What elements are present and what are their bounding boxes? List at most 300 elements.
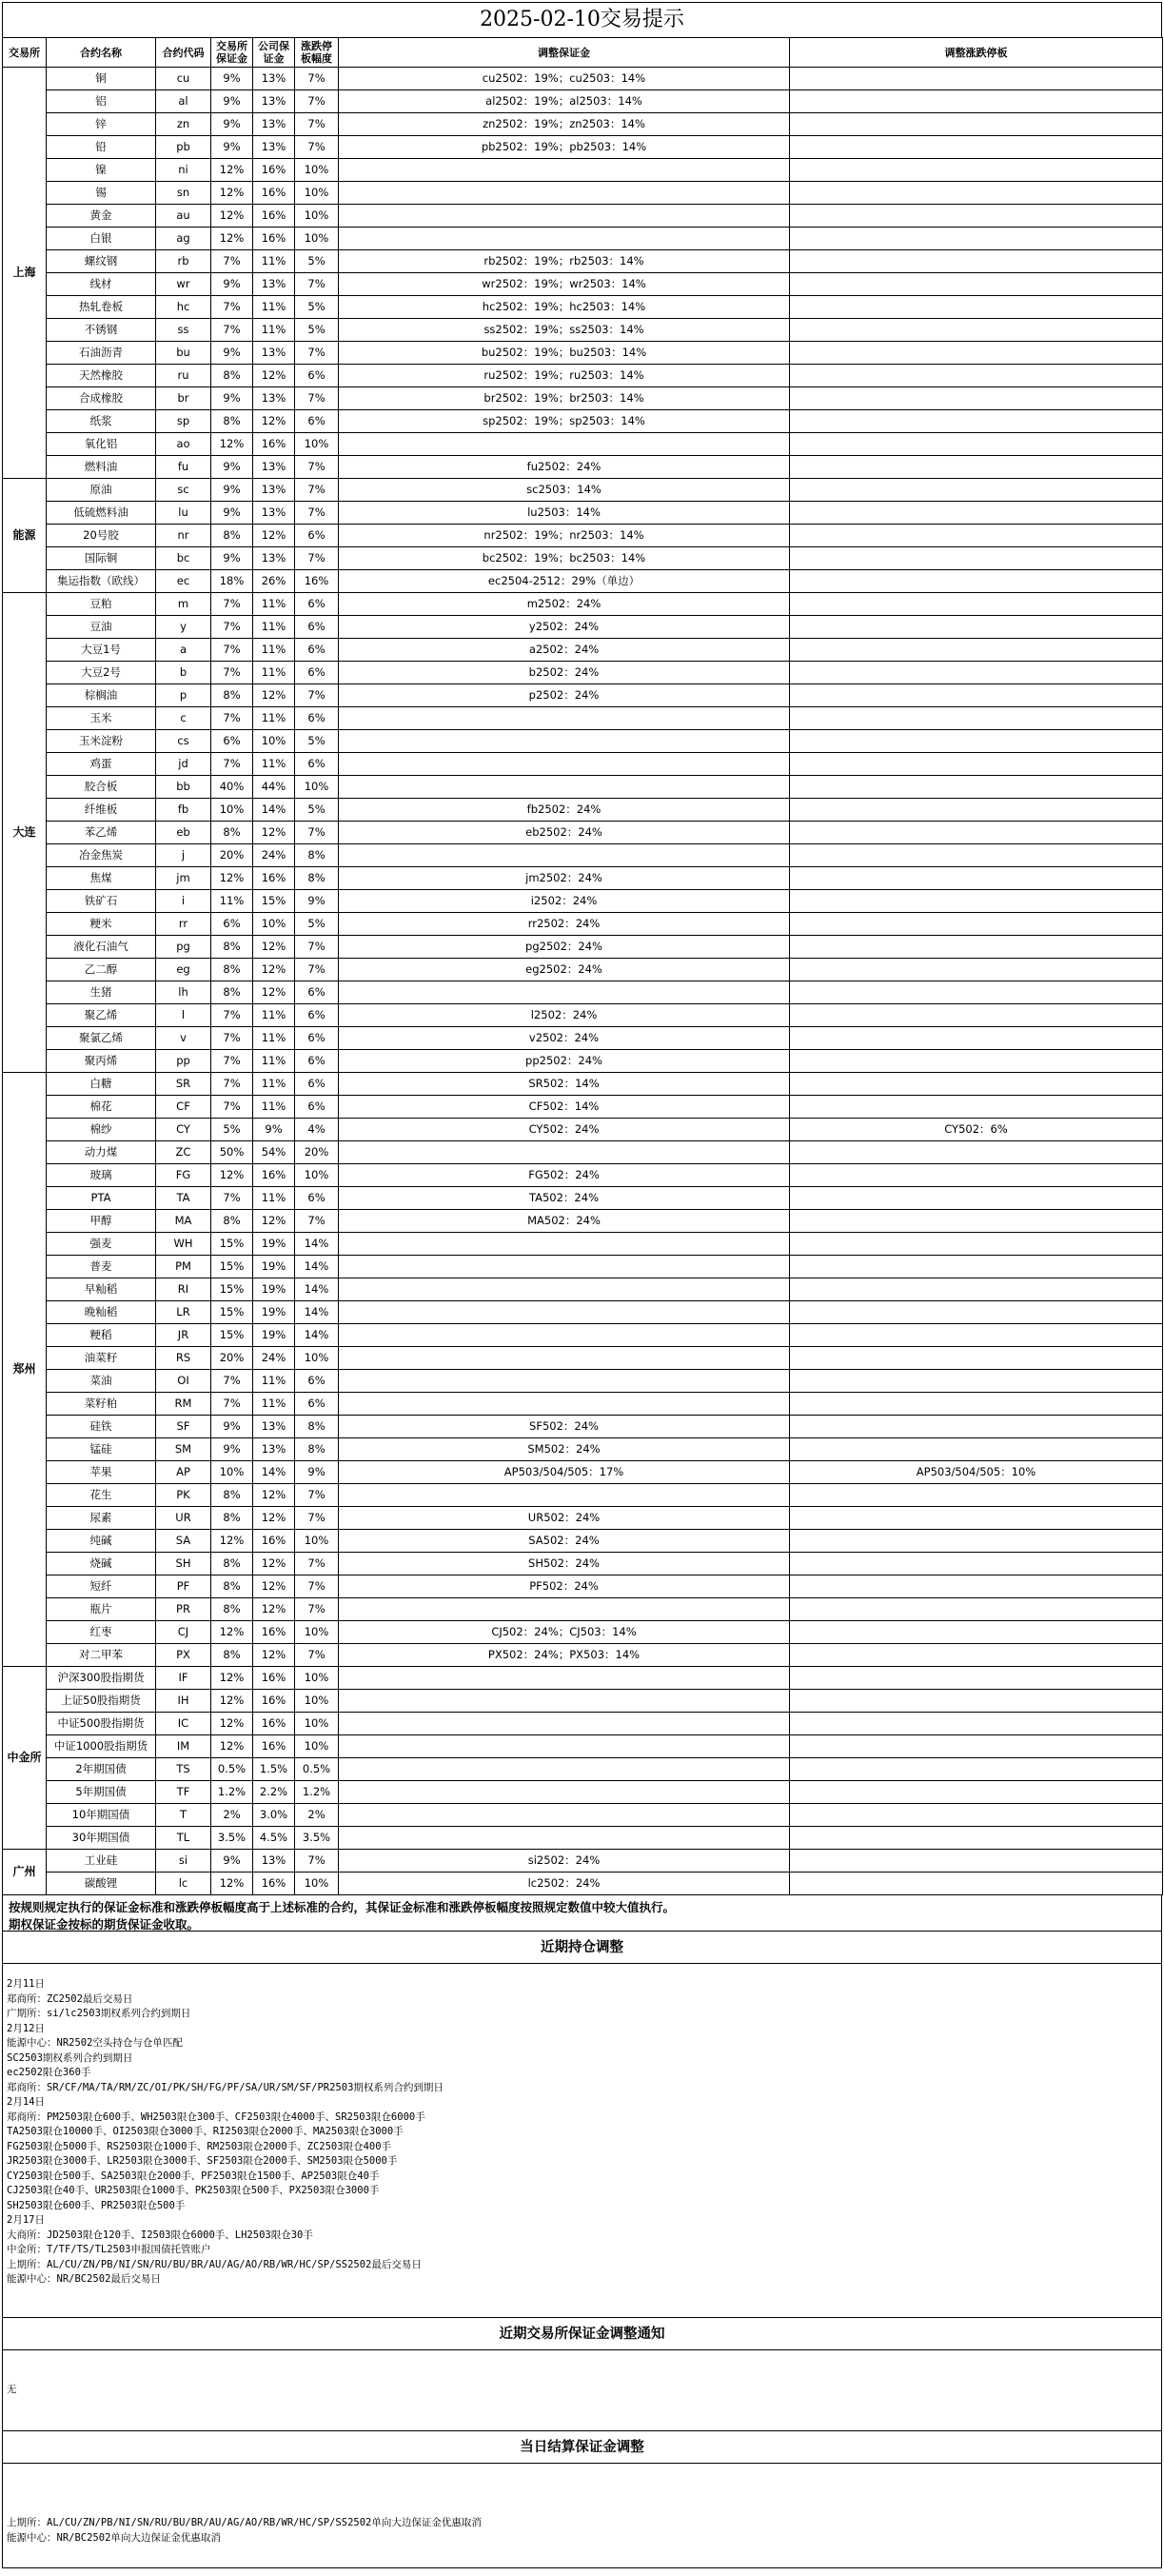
company-margin-cell: 3.0% [253, 1804, 295, 1827]
table-row [3, 913, 1163, 936]
adjusted-margin-cell: CF502：14% [339, 1096, 790, 1119]
adjusted-margin-cell [339, 182, 790, 205]
company-margin-cell: 11% [253, 707, 295, 730]
adjusted-margin-cell [339, 1827, 790, 1850]
contract-code-cell: rr [156, 913, 211, 936]
contract-code-cell: TF [156, 1781, 211, 1804]
table-row [3, 1073, 1163, 1096]
exchange-margin-cell: 7% [211, 616, 253, 639]
text-line: 中金所：T/TF/TS/TL2503申报国债托管账户 [7, 2244, 211, 2255]
company-margin-cell: 10% [253, 730, 295, 753]
table-row [3, 1507, 1163, 1530]
contract-name-cell: 棉纱 [47, 1119, 156, 1141]
adjusted-limit-cell [790, 1347, 1163, 1370]
exchange-margin-cell: 12% [211, 1621, 253, 1644]
company-margin-cell: 13% [253, 273, 295, 296]
exchange-cell: 中金所 [3, 1667, 47, 1850]
contract-name-cell: 沪深300股指期货 [47, 1667, 156, 1690]
price-limit-cell: 5% [295, 799, 339, 822]
exchange-margin-cell: 12% [211, 1164, 253, 1187]
company-margin-cell: 12% [253, 1553, 295, 1575]
adjusted-limit-cell [790, 1644, 1163, 1667]
contract-name-cell: 镍 [47, 159, 156, 182]
company-margin-cell: 16% [253, 1164, 295, 1187]
price-limit-cell: 7% [295, 1553, 339, 1575]
table-row [3, 1278, 1163, 1301]
price-limit-cell: 10% [295, 1164, 339, 1187]
table-row [3, 1096, 1163, 1119]
margin-notice-body [2, 2350, 1162, 2431]
company-margin-cell: 19% [253, 1301, 295, 1324]
contract-code-cell: PK [156, 1484, 211, 1507]
table-row [3, 1530, 1163, 1553]
contract-name-cell: 锰硅 [47, 1438, 156, 1461]
contract-name-cell: 上证50股指期货 [47, 1690, 156, 1713]
price-limit-cell: 7% [295, 1575, 339, 1598]
adjusted-limit-cell [790, 730, 1163, 753]
contract-code-cell: WH [156, 1233, 211, 1256]
adjusted-limit-cell [790, 1873, 1163, 1895]
company-margin-cell: 9% [253, 1119, 295, 1141]
exchange-margin-cell: 0.5% [211, 1758, 253, 1781]
adjusted-limit-cell [790, 1827, 1163, 1850]
company-margin-cell: 12% [253, 822, 295, 844]
adjusted-limit-cell [790, 639, 1163, 662]
header-adjusted-margin: 调整保证金 [339, 38, 790, 68]
company-margin-cell: 11% [253, 1073, 295, 1096]
adjusted-limit-cell [790, 547, 1163, 570]
table-row [3, 136, 1163, 159]
text-line: 郑商所：SR/CF/MA/TA/RM/ZC/OI/PK/SH/FG/PF/SA/UR/SM/SF/PR2503期权系列合约到期日 [7, 2081, 444, 2093]
text-line: 无 [7, 2384, 17, 2395]
exchange-margin-cell: 1.2% [211, 1781, 253, 1804]
table-row [3, 959, 1163, 981]
company-margin-cell: 12% [253, 365, 295, 387]
contract-name-cell: 聚氯乙烯 [47, 1027, 156, 1050]
adjusted-margin-cell: lu2503：14% [339, 502, 790, 525]
company-margin-cell: 1.5% [253, 1758, 295, 1781]
adjusted-limit-cell [790, 1804, 1163, 1827]
adjusted-limit-cell [790, 1301, 1163, 1324]
exchange-margin-cell: 9% [211, 342, 253, 365]
exchange-margin-cell: 8% [211, 1553, 253, 1575]
contract-name-cell: 大豆1号 [47, 639, 156, 662]
table-row [3, 525, 1163, 547]
price-limit-cell: 0.5% [295, 1758, 339, 1781]
contract-name-cell: 红枣 [47, 1621, 156, 1644]
contract-name-cell: 苯乙烯 [47, 822, 156, 844]
adjusted-margin-cell: sc2503：14% [339, 479, 790, 502]
table-row [3, 387, 1163, 410]
exchange-margin-cell: 7% [211, 1370, 253, 1393]
contract-code-cell: PR [156, 1598, 211, 1621]
adjusted-margin-cell: SH502：24% [339, 1553, 790, 1575]
exchange-margin-cell: 18% [211, 570, 253, 593]
table-row [3, 822, 1163, 844]
adjusted-margin-cell [339, 844, 790, 867]
company-margin-cell: 11% [253, 593, 295, 616]
company-margin-cell: 44% [253, 776, 295, 799]
adjusted-limit-cell [790, 1141, 1163, 1164]
table-row [3, 1347, 1163, 1370]
contract-code-cell: nr [156, 525, 211, 547]
table-row [3, 1187, 1163, 1210]
price-limit-cell: 16% [295, 570, 339, 593]
text-line: 大商所：JD2503限仓120手、I2503限仓6000手、LH2503限仓30手 [7, 2229, 313, 2241]
company-margin-cell: 15% [253, 890, 295, 913]
company-margin-cell: 11% [253, 296, 295, 319]
price-limit-cell: 8% [295, 1438, 339, 1461]
company-margin-cell: 16% [253, 159, 295, 182]
exchange-margin-cell: 7% [211, 753, 253, 776]
adjusted-limit-cell [790, 250, 1163, 273]
adjusted-margin-cell: i2502：24% [339, 890, 790, 913]
price-limit-cell: 9% [295, 890, 339, 913]
contract-name-cell: PTA [47, 1187, 156, 1210]
adjusted-margin-cell [339, 1667, 790, 1690]
adjusted-margin-cell: p2502：24% [339, 684, 790, 707]
price-limit-cell: 14% [295, 1324, 339, 1347]
contract-name-cell: 焦煤 [47, 867, 156, 890]
contract-name-cell: 甲醇 [47, 1210, 156, 1233]
adjusted-limit-cell [790, 1621, 1163, 1644]
adjusted-margin-cell: bu2502：19%；bu2503：14% [339, 342, 790, 365]
price-limit-cell: 10% [295, 1713, 339, 1735]
exchange-margin-cell: 7% [211, 1187, 253, 1210]
company-margin-cell: 11% [253, 1187, 295, 1210]
adjusted-limit-cell [790, 1073, 1163, 1096]
exchange-margin-cell: 9% [211, 1850, 253, 1873]
contract-code-cell: si [156, 1850, 211, 1873]
adjusted-margin-cell: v2502：24% [339, 1027, 790, 1050]
company-margin-cell: 13% [253, 1850, 295, 1873]
contract-code-cell: LR [156, 1301, 211, 1324]
adjusted-limit-cell [790, 113, 1163, 136]
exchange-margin-cell: 6% [211, 730, 253, 753]
adjusted-limit-cell [790, 913, 1163, 936]
adjusted-margin-cell [339, 776, 790, 799]
company-margin-cell: 54% [253, 1141, 295, 1164]
table-row [3, 547, 1163, 570]
contract-code-cell: lu [156, 502, 211, 525]
adjusted-margin-cell [339, 1347, 790, 1370]
table-row [3, 662, 1163, 684]
price-limit-cell: 7% [295, 90, 339, 113]
adjusted-limit-cell [790, 1050, 1163, 1073]
adjusted-limit-cell [790, 1553, 1163, 1575]
contract-code-cell: pb [156, 136, 211, 159]
exchange-margin-cell: 10% [211, 1461, 253, 1484]
contract-code-cell: cs [156, 730, 211, 753]
contract-name-cell: 菜油 [47, 1370, 156, 1393]
contract-name-cell: 碳酸锂 [47, 1873, 156, 1895]
contract-code-cell: rb [156, 250, 211, 273]
text-line: 2月12日 [7, 2022, 45, 2034]
price-limit-cell: 6% [295, 525, 339, 547]
adjusted-margin-cell: CY502：24% [339, 1119, 790, 1141]
company-margin-cell: 12% [253, 1507, 295, 1530]
adjusted-margin-cell: sp2502：19%；sp2503：14% [339, 410, 790, 433]
company-margin-cell: 13% [253, 1438, 295, 1461]
contract-code-cell: SA [156, 1530, 211, 1553]
price-limit-cell: 6% [295, 1096, 339, 1119]
position-adjust-title: 近期持仓调整 [2, 1932, 1162, 1964]
adjusted-limit-cell [790, 1690, 1163, 1713]
exchange-margin-cell: 15% [211, 1324, 253, 1347]
company-margin-cell: 11% [253, 616, 295, 639]
company-margin-cell: 16% [253, 433, 295, 456]
adjusted-margin-cell [339, 1324, 790, 1347]
contract-name-cell: 天然橡胶 [47, 365, 156, 387]
contract-code-cell: j [156, 844, 211, 867]
adjusted-limit-cell [790, 1096, 1163, 1119]
adjusted-limit-cell [790, 205, 1163, 228]
contract-code-cell: sn [156, 182, 211, 205]
adjusted-limit-cell [790, 1004, 1163, 1027]
contract-code-cell: CJ [156, 1621, 211, 1644]
table-row [3, 1370, 1163, 1393]
adjusted-limit-cell [790, 753, 1163, 776]
contract-code-cell: SR [156, 1073, 211, 1096]
company-margin-cell: 12% [253, 525, 295, 547]
company-margin-cell: 11% [253, 1370, 295, 1393]
price-limit-cell: 7% [295, 342, 339, 365]
company-margin-cell: 19% [253, 1233, 295, 1256]
company-margin-cell: 19% [253, 1256, 295, 1278]
price-limit-cell: 7% [295, 1850, 339, 1873]
table-row [3, 753, 1163, 776]
contract-name-cell: 锌 [47, 113, 156, 136]
adjusted-limit-cell [790, 1530, 1163, 1553]
adjusted-margin-cell: AP503/504/505：17% [339, 1461, 790, 1484]
adjusted-margin-cell [339, 1141, 790, 1164]
table-row [3, 113, 1163, 136]
contract-name-cell: 纤维板 [47, 799, 156, 822]
price-limit-cell: 1.2% [295, 1781, 339, 1804]
table-header-row [3, 38, 1163, 68]
adjusted-margin-cell: eb2502：24% [339, 822, 790, 844]
contract-code-cell: PF [156, 1575, 211, 1598]
contract-code-cell: RI [156, 1278, 211, 1301]
table-row [3, 1393, 1163, 1416]
company-margin-cell: 13% [253, 136, 295, 159]
table-row [3, 1164, 1163, 1187]
table-row [3, 1119, 1163, 1141]
price-limit-cell: 14% [295, 1301, 339, 1324]
contract-name-cell: 豆粕 [47, 593, 156, 616]
adjusted-margin-cell: l2502：24% [339, 1004, 790, 1027]
table-row [3, 1461, 1163, 1484]
adjusted-margin-cell: jm2502：24% [339, 867, 790, 890]
contract-name-cell: 纯碱 [47, 1530, 156, 1553]
exchange-margin-cell: 7% [211, 662, 253, 684]
contract-name-cell: 5年期国债 [47, 1781, 156, 1804]
exchange-margin-cell: 12% [211, 205, 253, 228]
contract-name-cell: 2年期国债 [47, 1758, 156, 1781]
company-margin-cell: 24% [253, 1347, 295, 1370]
adjusted-limit-cell [790, 296, 1163, 319]
adjusted-margin-cell: hc2502：19%；hc2503：14% [339, 296, 790, 319]
table-row [3, 570, 1163, 593]
table-row [3, 776, 1163, 799]
company-margin-cell: 26% [253, 570, 295, 593]
contract-code-cell: SM [156, 1438, 211, 1461]
adjusted-limit-cell [790, 68, 1163, 90]
exchange-margin-cell: 12% [211, 159, 253, 182]
adjusted-limit-cell [790, 1735, 1163, 1758]
adjusted-margin-cell: PX502：24%；PX503：14% [339, 1644, 790, 1667]
company-margin-cell: 11% [253, 753, 295, 776]
price-limit-cell: 10% [295, 1735, 339, 1758]
contract-code-cell: TL [156, 1827, 211, 1850]
price-limit-cell: 7% [295, 68, 339, 90]
contract-name-cell: 粳稻 [47, 1324, 156, 1347]
adjusted-margin-cell [339, 1804, 790, 1827]
company-margin-cell: 13% [253, 502, 295, 525]
exchange-margin-cell: 8% [211, 959, 253, 981]
contract-name-cell: 合成橡胶 [47, 387, 156, 410]
adjusted-margin-cell: zn2502：19%；zn2503：14% [339, 113, 790, 136]
price-limit-cell: 6% [295, 1393, 339, 1416]
page-title: 2025-02-10交易提示 [2, 2, 1162, 37]
adjusted-margin-cell: SR502：14% [339, 1073, 790, 1096]
company-margin-cell: 11% [253, 1096, 295, 1119]
adjusted-margin-cell: SM502：24% [339, 1438, 790, 1461]
adjusted-limit-cell [790, 365, 1163, 387]
adjusted-limit-cell: CY502：6% [790, 1119, 1163, 1141]
exchange-margin-cell: 5% [211, 1119, 253, 1141]
contract-name-cell: 不锈钢 [47, 319, 156, 342]
contract-code-cell: m [156, 593, 211, 616]
price-limit-cell: 7% [295, 822, 339, 844]
exchange-margin-cell: 40% [211, 776, 253, 799]
price-limit-cell: 6% [295, 616, 339, 639]
exchange-margin-cell: 8% [211, 410, 253, 433]
table-row [3, 433, 1163, 456]
contract-name-cell: 聚丙烯 [47, 1050, 156, 1073]
adjusted-margin-cell [339, 1713, 790, 1735]
table-row [3, 1050, 1163, 1073]
contract-name-cell: 铝 [47, 90, 156, 113]
contract-code-cell: zn [156, 113, 211, 136]
contract-name-cell: 苹果 [47, 1461, 156, 1484]
text-line: 广期所：si/lc2503期权系列合约到期日 [7, 2008, 191, 2019]
exchange-margin-cell: 12% [211, 433, 253, 456]
adjusted-margin-cell [339, 1690, 790, 1713]
table-row [3, 1850, 1163, 1873]
adjusted-margin-cell: pb2502：19%；pb2503：14% [339, 136, 790, 159]
table-row [3, 1553, 1163, 1575]
company-margin-cell: 12% [253, 1210, 295, 1233]
contract-code-cell: i [156, 890, 211, 913]
price-limit-cell: 6% [295, 365, 339, 387]
header-price-limit: 涨跌停板幅度 [295, 38, 339, 68]
contract-name-cell: 氧化铝 [47, 433, 156, 456]
company-margin-cell: 16% [253, 1690, 295, 1713]
contract-name-cell: 石油沥青 [47, 342, 156, 365]
price-limit-cell: 6% [295, 981, 339, 1004]
price-limit-cell: 10% [295, 1530, 339, 1553]
company-margin-cell: 16% [253, 1735, 295, 1758]
exchange-margin-cell: 9% [211, 273, 253, 296]
table-row [3, 981, 1163, 1004]
company-margin-cell: 12% [253, 1598, 295, 1621]
contract-code-cell: MA [156, 1210, 211, 1233]
price-limit-cell: 6% [295, 410, 339, 433]
contract-name-cell: 强麦 [47, 1233, 156, 1256]
table-row [3, 479, 1163, 502]
table-row [3, 1621, 1163, 1644]
table-row [3, 1301, 1163, 1324]
exchange-margin-cell: 2% [211, 1804, 253, 1827]
table-row [3, 1667, 1163, 1690]
price-limit-cell: 7% [295, 936, 339, 959]
exchange-margin-cell: 7% [211, 296, 253, 319]
text-line: 2月17日 [7, 2214, 45, 2226]
exchange-margin-cell: 11% [211, 890, 253, 913]
exchange-margin-cell: 9% [211, 1416, 253, 1438]
text-line: TA2503限仓10000手、OI2503限仓3000手、RI2503限仓2000手、MA2503限仓3000手 [7, 2126, 404, 2137]
exchange-margin-cell: 12% [211, 1667, 253, 1690]
contract-name-cell: 玉米淀粉 [47, 730, 156, 753]
contract-name-cell: 螺纹钢 [47, 250, 156, 273]
company-margin-cell: 13% [253, 547, 295, 570]
adjusted-margin-cell [339, 1598, 790, 1621]
contract-name-cell: 纸浆 [47, 410, 156, 433]
adjusted-margin-cell [339, 1758, 790, 1781]
contract-name-cell: 冶金焦炭 [47, 844, 156, 867]
exchange-margin-cell: 7% [211, 1004, 253, 1027]
contract-code-cell: v [156, 1027, 211, 1050]
adjusted-margin-cell: m2502：24% [339, 593, 790, 616]
table-row [3, 1141, 1163, 1164]
contract-code-cell: ao [156, 433, 211, 456]
company-margin-cell: 19% [253, 1324, 295, 1347]
adjusted-limit-cell [790, 1758, 1163, 1781]
header-exchange: 交易所 [3, 38, 47, 68]
exchange-margin-cell: 8% [211, 981, 253, 1004]
contract-code-cell: eb [156, 822, 211, 844]
adjusted-margin-cell: pp2502：24% [339, 1050, 790, 1073]
contract-code-cell: hc [156, 296, 211, 319]
adjusted-limit-cell [790, 319, 1163, 342]
adjusted-margin-cell [339, 707, 790, 730]
adjusted-margin-cell: bc2502：19%；bc2503：14% [339, 547, 790, 570]
exchange-margin-cell: 8% [211, 365, 253, 387]
company-margin-cell: 13% [253, 68, 295, 90]
price-limit-cell: 5% [295, 913, 339, 936]
table-row [3, 1484, 1163, 1507]
exchange-margin-cell: 12% [211, 182, 253, 205]
margin-table [2, 37, 1163, 1895]
contract-code-cell: SH [156, 1553, 211, 1575]
contract-code-cell: bc [156, 547, 211, 570]
adjusted-limit-cell [790, 433, 1163, 456]
table-row [3, 502, 1163, 525]
adjusted-margin-cell: eg2502：24% [339, 959, 790, 981]
contract-name-cell: 线材 [47, 273, 156, 296]
adjusted-limit-cell [790, 387, 1163, 410]
adjusted-margin-cell: SA502：24% [339, 1530, 790, 1553]
company-margin-cell: 13% [253, 479, 295, 502]
adjusted-margin-cell [339, 1735, 790, 1758]
adjusted-limit-cell [790, 1667, 1163, 1690]
price-limit-cell: 7% [295, 1210, 339, 1233]
contract-code-cell: b [156, 662, 211, 684]
table-row [3, 1004, 1163, 1027]
adjusted-limit-cell [790, 136, 1163, 159]
company-margin-cell: 12% [253, 981, 295, 1004]
